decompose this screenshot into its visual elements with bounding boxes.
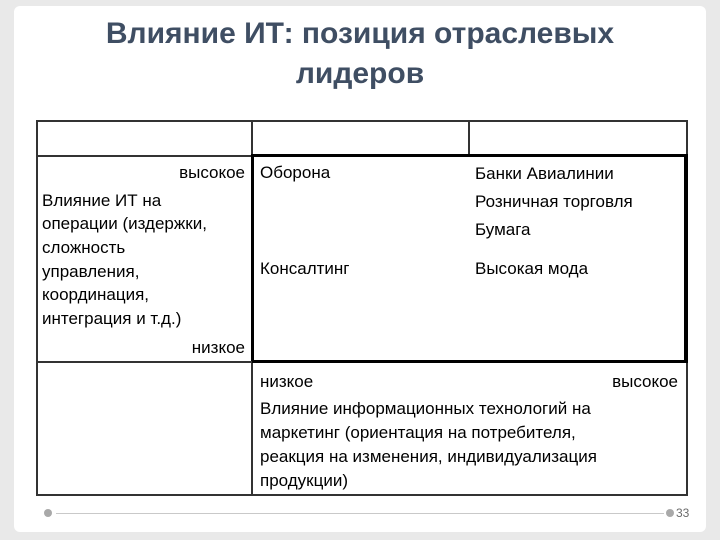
title-line-1: Влияние ИТ: позиция отраслевых (105, 17, 615, 50)
y-axis-label-line: сложность (42, 238, 126, 257)
y-axis-label-line: Влияние ИТ на (42, 191, 162, 210)
x-axis-label-line: реакция на изменения, индивидуализация (260, 447, 597, 466)
footer-dot-left-icon (44, 509, 52, 517)
quadrant-top-left-item: Оборона (260, 163, 331, 182)
quadrant-bottom-left-item: Консалтинг (260, 259, 350, 278)
x-axis-high: высокое (612, 372, 678, 391)
footer-divider (56, 513, 664, 514)
quadrant-top-right-item: Банки Авиалинии (475, 164, 614, 183)
x-axis-label-line: продукции) (260, 471, 348, 490)
y-axis-low: низкое (191, 338, 245, 357)
quadrant-top-right-item: Розничная торговля (475, 192, 633, 211)
y-axis-label-line: интеграция и т.д.) (42, 309, 182, 328)
page-number: 33 (676, 506, 690, 520)
y-axis-label-line: управления, (42, 262, 140, 281)
quadrant-bottom-right-item: Высокая мода (475, 259, 589, 278)
quadrant-top-right-item: Бумага (475, 220, 531, 239)
x-axis-low: низкое (260, 372, 314, 391)
x-axis-label-line: Влияние информационных технологий на (260, 399, 591, 418)
title-line-2: лидеров (295, 57, 425, 90)
y-axis-high: высокое (179, 163, 245, 182)
y-axis-label-line: координация, (42, 285, 150, 304)
y-axis-label-line: операции (издержки, (42, 214, 207, 233)
footer-dot-right-icon (666, 509, 674, 517)
x-axis-label-line: маркетинг (ориентация на потребителя, (260, 423, 576, 442)
